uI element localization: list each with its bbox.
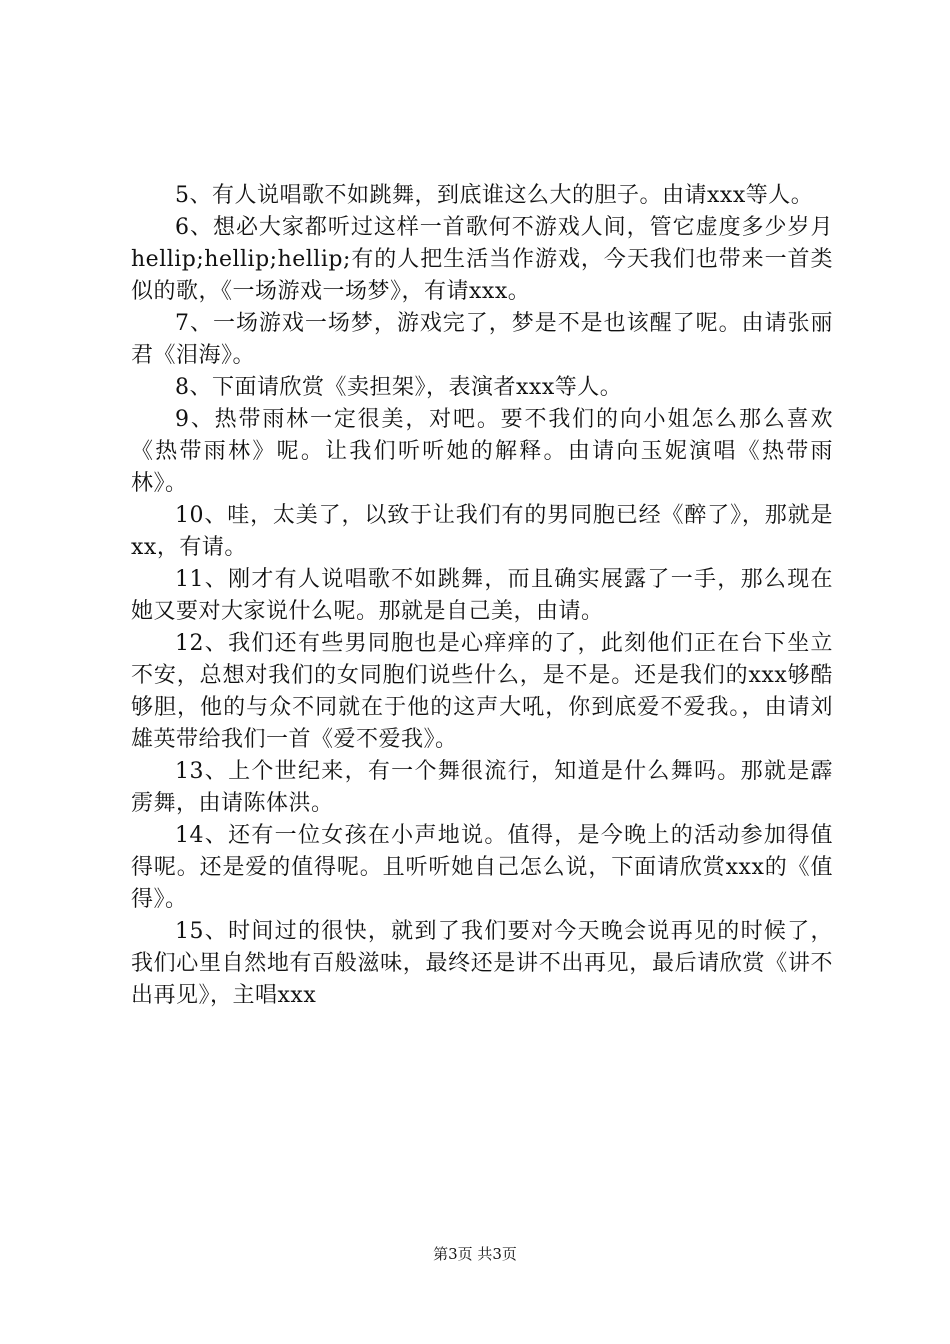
paragraph-6: 6、想必大家都听过这样一首歌何不游戏人间，管它虚度多少岁月hellip;hellip;hellip;有的人把生活当作游戏，今天我们也带来一首类似的歌，《一场游戏一场梦》，有请xxx。 [131, 215, 833, 304]
paragraph-9: 9、热带雨林一定很美，对吧。要不我们的向小姐怎么那么喜欢《热带雨林》呢。让我们听听她的解释。由请向玉妮演唱《热带雨林》。 [131, 407, 833, 496]
paragraph-11: 11、刚才有人说唱歌不如跳舞，而且确实展露了一手，那么现在她又要对大家说什么呢。那就是自己美，由请。 [131, 567, 833, 624]
paragraph-15: 15、时间过的很快，就到了我们要对今天晚会说再见的时候了，我们心里自然地有百般滋味，最终还是讲不出再见，最后请欣赏《讲不出再见》，主唱xxx [131, 919, 833, 1008]
page-number-label: 第3页 共3页 [433, 1245, 517, 1263]
document-body [131, 180, 833, 1012]
paragraph-14: 14、还有一位女孩在小声地说。值得，是今晚上的活动参加得值得呢。还是爱的值得呢。且听听她自己怎么说，下面请欣赏xxx的《值得》。 [131, 823, 833, 912]
paragraph-5: 5、有人说唱歌不如跳舞，到底谁这么大的胆子。由请xxx等人。 [175, 183, 814, 208]
paragraph-12: 12、我们还有些男同胞也是心痒痒的了，此刻他们正在台下坐立不安，总想对我们的女同胞们说些什么，是不是。还是我们的xxx够酷够胆，他的与众不同就在于他的这声大吼，你到底爱不爱我。，由请刘雄英带给我们一首《爱不爱我》。 [131, 631, 833, 752]
page-footer [0, 1244, 950, 1264]
paragraph-13: 13、上个世纪来，有一个舞很流行，知道是什么舞吗。那就是霹雳舞，由请陈体洪。 [131, 759, 833, 816]
paragraph-7: 7、一场游戏一场梦，游戏完了，梦是不是也该醒了呢。由请张丽君《泪海》。 [131, 311, 833, 368]
paragraph-8: 8、下面请欣赏《卖担架》，表演者xxx等人。 [175, 375, 623, 400]
paragraph-10: 10、哇，太美了，以致于让我们有的男同胞已经《醉了》，那就是xx，有请。 [131, 503, 833, 560]
